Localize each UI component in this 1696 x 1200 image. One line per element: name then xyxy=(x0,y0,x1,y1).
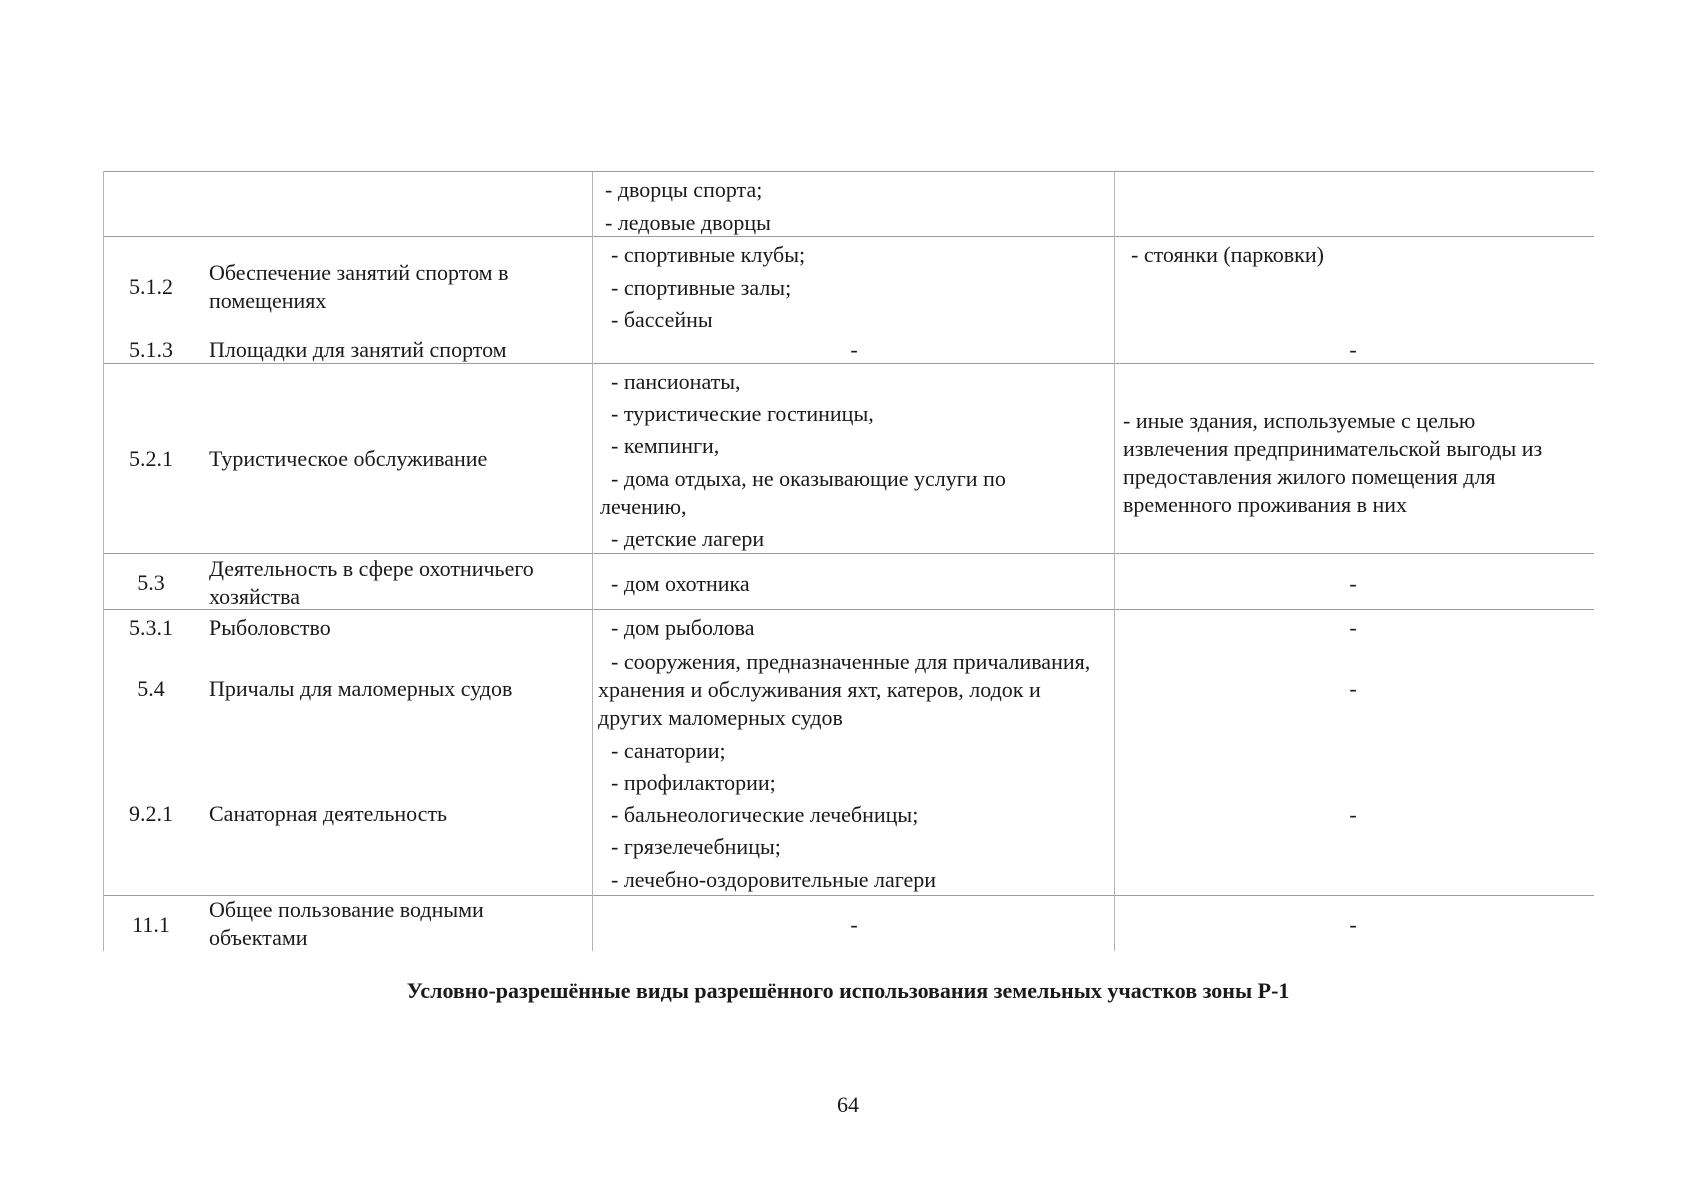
aux-use-item: - xyxy=(1349,337,1357,362)
row-code: 5.2.1 xyxy=(129,446,173,471)
main-use-item: - спортивные клубы; xyxy=(611,242,806,267)
main-use-item: - xyxy=(850,337,858,362)
row-name: Площадки для занятий спортом xyxy=(209,337,507,362)
row-name: Причалы для маломерных судов xyxy=(209,676,513,701)
row-code: 5.1.2 xyxy=(129,274,173,299)
main-use-item: - кемпинги, xyxy=(611,433,720,458)
row-name: Обеспечение занятий спортом в помещениях xyxy=(209,260,509,313)
main-use-item: - грязелечебницы; xyxy=(611,834,781,859)
row-code: 5.1.3 xyxy=(129,337,173,362)
row-code: 9.2.1 xyxy=(129,801,173,826)
row-name: Деятельность в сфере охотничьего хозяйства xyxy=(209,556,534,609)
section-caption: Условно-разрешённые виды разрешённого использования земельных участков зоны Р-1 xyxy=(406,978,1290,1003)
table-rule xyxy=(103,171,1594,172)
table-rule xyxy=(103,553,1594,554)
row-code: 5.4 xyxy=(137,676,165,701)
main-use-item: - дом рыболова xyxy=(611,615,755,640)
aux-use-item: - стоянки (парковки) xyxy=(1131,242,1324,267)
main-use-item: - спортивные залы; xyxy=(611,275,792,300)
table-rule xyxy=(1114,171,1115,951)
row-name: Рыболовство xyxy=(209,615,331,640)
main-use-item: - ледовые дворцы xyxy=(605,210,771,235)
main-use-item: - xyxy=(850,912,858,937)
row-code: 11.1 xyxy=(132,912,170,937)
row-name: Санаторная деятельность xyxy=(209,801,448,826)
row-code: 5.3 xyxy=(137,570,165,595)
aux-use-item: - xyxy=(1349,676,1357,701)
main-use-item: - дворцы спорта; xyxy=(605,177,763,202)
main-use-item: - туристические гостиницы, xyxy=(611,401,874,426)
main-use-item: - дома отдыха, не оказывающие услуги по лечению, xyxy=(600,466,1006,519)
aux-use-item: - xyxy=(1349,912,1357,937)
aux-use-item: - xyxy=(1349,802,1357,827)
row-name: Общее пользование водными объектами xyxy=(209,897,484,950)
main-use-item: - пансионаты, xyxy=(611,369,741,394)
main-use-item: - детские лагери xyxy=(611,526,765,551)
table-rule xyxy=(592,171,593,951)
main-use-item: - санатории; xyxy=(611,738,726,763)
row-code: 5.3.1 xyxy=(129,615,173,640)
aux-use-item: - иные здания, используемые с целью извлечения предпринимательской выгоды из предоставления жилого помещения для временного проживания в них xyxy=(1123,408,1543,517)
page-number: 64 xyxy=(837,1092,859,1117)
main-use-item: - дом охотника xyxy=(611,571,750,596)
main-use-item: - сооружения, предназначенные для причаливания, хранения и обслуживания яхт, катеров, лодок и других маломерных судов xyxy=(598,649,1091,730)
main-use-item: - лечебно-оздоровительные лагери xyxy=(611,867,937,892)
main-use-item: - бальнеологические лечебницы; xyxy=(611,802,919,827)
main-use-item: - профилактории; xyxy=(611,770,776,795)
aux-use-item: - xyxy=(1349,615,1357,640)
row-name: Туристическое обслуживание xyxy=(209,446,488,471)
main-use-item: - бассейны xyxy=(611,307,713,332)
aux-use-item: - xyxy=(1349,571,1357,596)
table-rule xyxy=(103,236,1594,237)
